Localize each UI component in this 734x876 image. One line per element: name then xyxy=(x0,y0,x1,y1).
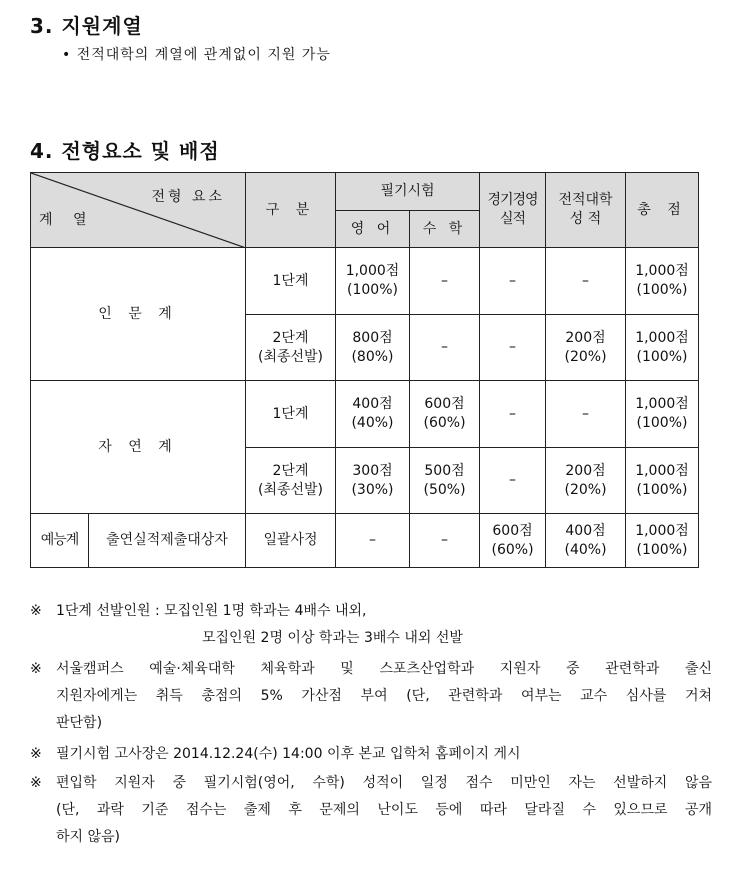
arts-math: – xyxy=(410,514,480,568)
value: 800점 xyxy=(352,329,393,346)
percent: (40%) xyxy=(351,415,394,431)
humanities-stage2-career: – xyxy=(480,315,546,381)
humanities-stage1-gpa: – xyxy=(546,248,626,315)
header-selection-element: 전형 요소 xyxy=(151,189,225,205)
header-career-line2: 실적 xyxy=(499,211,526,227)
note-mark: ※ xyxy=(30,775,42,791)
note-1-line-2: 모집인원 2명 이상 학과는 3배수 내외 선발 xyxy=(202,630,463,646)
percent: (100%) xyxy=(347,282,398,298)
header-gpa xyxy=(546,173,626,248)
humanities-stage1-math: – xyxy=(410,248,480,315)
header-career-line1: 경기경영 xyxy=(487,192,538,208)
arts-gpa xyxy=(546,514,626,568)
note-2 xyxy=(30,656,712,737)
humanities-stage2-english xyxy=(336,315,410,381)
section-3-bullet: • 전적대학의 계열에 관계없이 지원 가능 xyxy=(62,47,331,63)
section-3-title: 3. 지원계열 xyxy=(30,14,143,38)
value: 1,000점 xyxy=(635,263,689,279)
percent: (60%) xyxy=(491,541,534,558)
percent: (50%) xyxy=(423,481,466,498)
science-stage2-career: – xyxy=(480,448,546,514)
note-2-line-1: 서울캠퍼스 예술·체육대학 체육학과 및 스포츠산업학과 지원자 중 관련학과 출신 xyxy=(56,661,712,677)
humanities-stage1-career: – xyxy=(480,248,546,315)
note-mark: ※ xyxy=(30,661,42,677)
note-1-line-1: 1단계 선발인원 : 모집인원 1명 학과는 4배수 내외, xyxy=(56,603,367,619)
stage-sub: (최종선발) xyxy=(257,348,324,365)
arts-english: – xyxy=(336,514,410,568)
humanities-stage2-total xyxy=(626,315,699,381)
humanities-stage1-total xyxy=(626,248,699,315)
percent: (30%) xyxy=(351,481,394,498)
header-math: 수 학 xyxy=(410,211,480,248)
stage-label: 2단계 xyxy=(272,329,309,346)
science-stage2 xyxy=(246,448,336,514)
humanities-stage1: 1단계 xyxy=(246,248,336,315)
value: 1,000점 xyxy=(635,522,689,539)
arts-sub: 출연실적제출대상자 xyxy=(89,514,246,568)
header-track: 계 열 xyxy=(39,212,95,228)
value: 200점 xyxy=(565,462,606,479)
header-gpa-line1: 전적대학 xyxy=(558,192,613,208)
value: 1,000점 xyxy=(635,396,689,412)
value: 1,000점 xyxy=(345,263,400,279)
science-stage2-english xyxy=(336,448,410,514)
header-gubun: 구 분 xyxy=(246,173,336,248)
note-mark: ※ xyxy=(30,603,42,619)
value: 600점 xyxy=(492,522,533,539)
arts-gubun: 일괄사정 xyxy=(246,514,336,568)
track-science: 자 연 계 xyxy=(31,381,246,514)
header-english: 영 어 xyxy=(336,211,410,248)
note-1 xyxy=(30,598,712,652)
scoring-table xyxy=(30,172,699,568)
diagonal-header-cell xyxy=(31,173,246,248)
value: 1,000점 xyxy=(635,329,689,346)
percent: (100%) xyxy=(636,481,688,498)
note-4-line-2: (단, 과락 기준 점수는 출제 후 문제의 난이도 등에 따라 달라질 수 있으므로 공개 xyxy=(56,802,712,818)
percent: (80%) xyxy=(351,348,394,365)
science-stage2-total xyxy=(626,448,699,514)
stage-sub: (최종선발) xyxy=(257,481,324,498)
percent: (40%) xyxy=(564,541,607,558)
header-career xyxy=(480,173,546,248)
note-2-line-2: 지원자에게는 취득 총점의 5% 가산점 부여 (단, 관련학과 여부는 교수 심사를 거쳐 xyxy=(56,688,712,704)
header-total: 총 점 xyxy=(626,173,699,248)
science-stage1-total xyxy=(626,381,699,448)
science-stage1: 1단계 xyxy=(246,381,336,448)
percent: (20%) xyxy=(564,481,607,498)
science-stage2-gpa xyxy=(546,448,626,514)
note-3 xyxy=(30,741,712,768)
science-stage1-math xyxy=(410,381,480,448)
science-stage1-career: – xyxy=(480,381,546,448)
percent: (100%) xyxy=(636,415,688,431)
arts-career xyxy=(480,514,546,568)
track-arts: 예능계 xyxy=(31,514,89,568)
percent: (60%) xyxy=(423,415,466,431)
humanities-stage2-math: – xyxy=(410,315,480,381)
note-3-line-1: 필기시험 고사장은 2014.12.24(수) 14:00 이후 본교 입학처 홈페이지 게시 xyxy=(56,746,521,762)
percent: (100%) xyxy=(636,282,688,298)
track-humanities: 인 문 계 xyxy=(31,248,246,381)
arts-total xyxy=(626,514,699,568)
header-gpa-line2: 성 적 xyxy=(569,211,602,227)
percent: (100%) xyxy=(636,348,688,365)
note-mark: ※ xyxy=(30,746,42,762)
value: 1,000점 xyxy=(635,462,689,479)
notes xyxy=(30,598,712,851)
note-4-line-1: 편입학 지원자 중 필기시험(영어, 수학) 성적이 일정 점수 미만인 자는 선발하지 않음 xyxy=(56,775,712,791)
value: 500점 xyxy=(424,462,465,479)
value: 600점 xyxy=(424,396,465,412)
header-written-exam: 필기시험 xyxy=(336,173,480,211)
science-stage1-gpa: – xyxy=(546,381,626,448)
humanities-stage2-gpa xyxy=(546,315,626,381)
value: 300점 xyxy=(352,462,393,479)
note-2-line-3: 판단함) xyxy=(56,715,103,731)
percent: (20%) xyxy=(564,348,607,365)
section-4-title: 4. 전형요소 및 배점 xyxy=(30,139,220,163)
note-4 xyxy=(30,770,712,851)
value: 200점 xyxy=(565,329,606,346)
value: 400점 xyxy=(352,396,393,412)
humanities-stage2 xyxy=(246,315,336,381)
percent: (100%) xyxy=(636,541,688,558)
value: 400점 xyxy=(565,522,606,539)
science-stage2-math xyxy=(410,448,480,514)
note-4-line-3: 하지 않음) xyxy=(56,829,121,845)
science-stage1-english xyxy=(336,381,410,448)
humanities-stage1-english xyxy=(336,248,410,315)
stage-label: 2단계 xyxy=(272,462,309,479)
